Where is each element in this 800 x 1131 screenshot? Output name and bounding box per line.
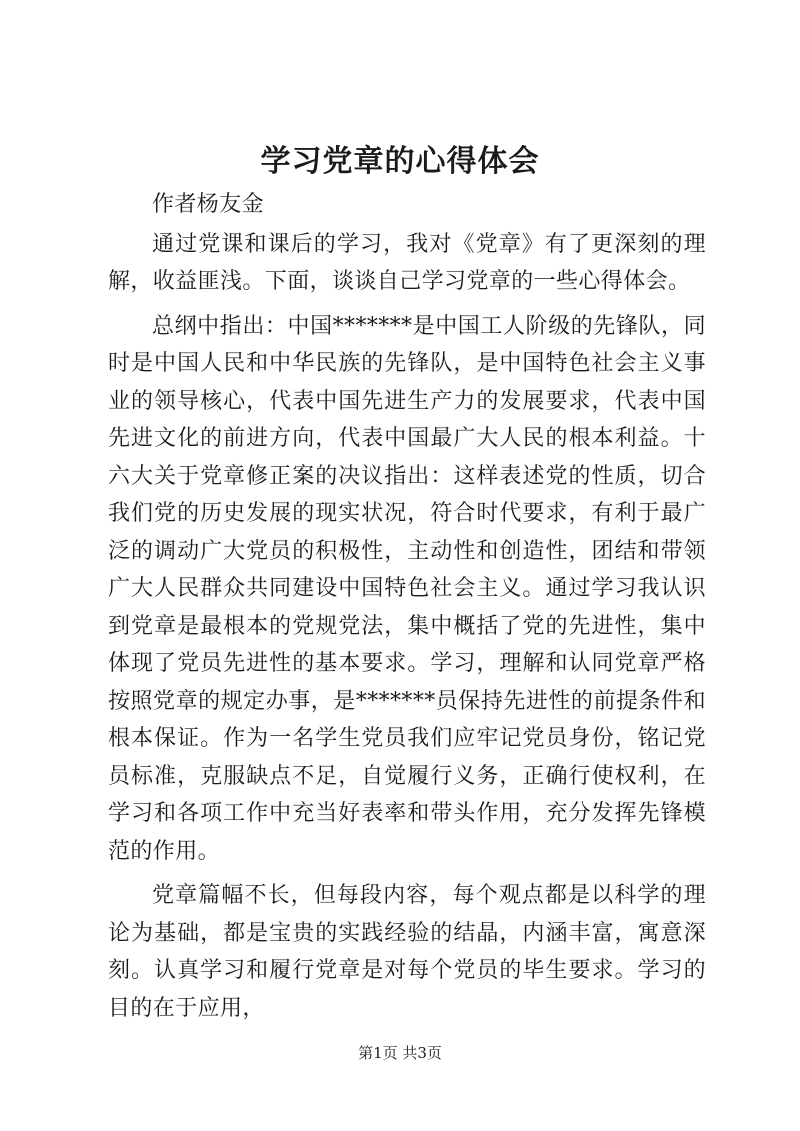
page-footer: 第1页 共3页 bbox=[358, 1044, 442, 1062]
document-body bbox=[108, 186, 706, 1034]
author-line: 作者杨友金 bbox=[152, 192, 265, 217]
paragraph-3: 党章篇幅不长，但每段内容，每个观点都是以科学的理论为基础，都是宝贵的实践经验的结晶，内涵丰富，寓意深刻。认真学习和履行党章是对每个党员的毕生要求。学习的目的在于应用， bbox=[108, 883, 706, 1021]
paragraph-2: 总纲中指出：中国*******是中国工人阶级的先锋队，同时是中国人民和中华民族的先锋队，是中国特色社会主义事业的领导核心，代表中国先进生产力的发展要求，代表中国先进文化的前进方向，代表中国最广大人民的根本利益。十六大关于党章修正案的决议指出：这样表述党的性质，切合我们党的历史发展的现实状况，符合时代要求，有利于最广泛的调动广大党员的积极性，主动性和创造性，团结和带领广大人民群众共同建设中国特色社会主义。通过学习我认识到党章是最根本的党规党法，集中概括了党的先进性，集中体现了党员先进性的基本要求。学习，理解和认同党章严格按照党章的规定办事，是*******员保持先进性的前提条件和根本保证。作为一名学生党员我们应牢记党员身份，铭记党员标准，克服缺点不足，自觉履行义务，正确行使权利，在学习和各项工作中充当好表率和带头作用，充分发挥先锋模范的作用。 bbox=[108, 313, 706, 864]
paragraph-1: 通过党课和课后的学习，我对《党章》有了更深刻的理解，收益匪浅。下面，谈谈自己学习党章的一些心得体会。 bbox=[108, 231, 706, 294]
document-title: 学习党章的心得体会 bbox=[260, 144, 540, 179]
